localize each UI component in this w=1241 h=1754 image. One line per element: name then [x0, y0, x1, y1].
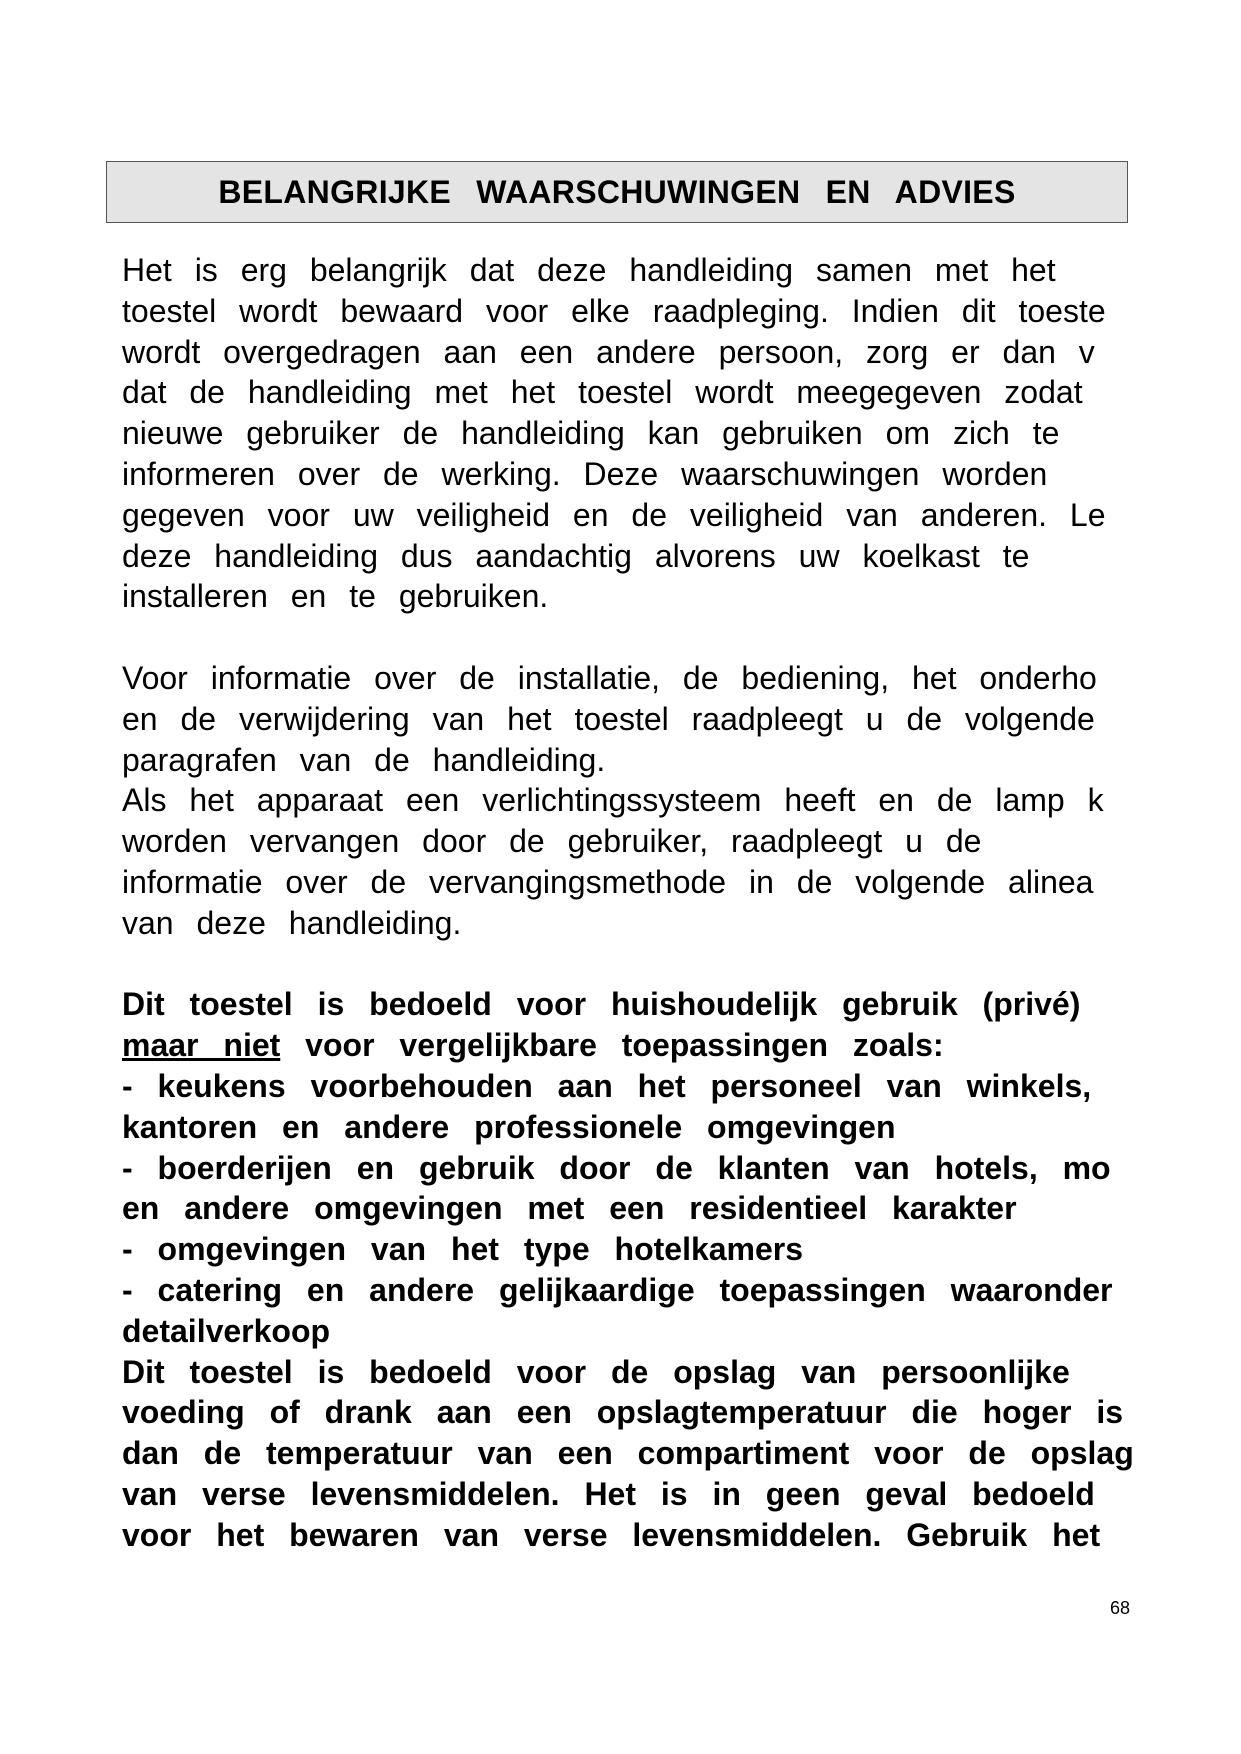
- section-title-box: [106, 161, 1128, 223]
- text-line: en de verwijdering van het toestel raadpleegt u de volgende: [122, 700, 1095, 737]
- text-line-bold: dan de temperatuur van een compartiment voor de opslag: [122, 1435, 1134, 1472]
- text-line-bold: Dit toestel is bedoeld voor huishoudelijk gebruik (privé): [122, 986, 1081, 1023]
- text-line: dat de handleiding met het toestel wordt meegegeven zodat: [122, 374, 1083, 411]
- text-line-bold: voeding of drank aan een opslagtemperatuur die hoger is: [122, 1394, 1124, 1431]
- page-number: 68: [1109, 1598, 1130, 1618]
- list-item-continuation: detailverkoop: [122, 1312, 331, 1349]
- list-item: - boerderijen en gebruik door de klanten van hotels, mo: [122, 1149, 1111, 1186]
- text-line: worden vervangen door de gebruiker, raadpleegt u de: [122, 823, 982, 860]
- text-line: informeren over de werking. Deze waarschuwingen worden: [122, 455, 1048, 492]
- text-line: toestel wordt bewaard voor elke raadpleging. Indien dit toeste: [122, 292, 1106, 329]
- text-line-bold: voor het bewaren van verse levensmiddelen. Gebruik het: [122, 1516, 1101, 1553]
- text-line: gegeven voor uw veiligheid en de veiligheid van anderen. Le: [122, 496, 1106, 533]
- text-line: wordt overgedragen aan een andere persoon, zorg er dan v: [122, 333, 1095, 370]
- text-line: nieuwe gebruiker de handleiding kan gebruiken om zich te: [122, 415, 1060, 452]
- paragraph-usage-warning: [122, 984, 1217, 1555]
- paragraph-gap: [122, 617, 1217, 658]
- body-text: [122, 250, 1217, 1570]
- text-line: informatie over de vervangingsmethode in de volgende alinea: [122, 863, 1094, 900]
- text-line-bold: [122, 1025, 1217, 1066]
- text-line: Voor informatie over de installatie, de bediening, het onderho: [122, 659, 1097, 696]
- text-line: Het is erg belangrijk dat deze handleiding samen met het: [122, 252, 1056, 288]
- text-line-bold: Dit toestel is bedoeld voor de opslag van persoonlijke: [122, 1353, 1070, 1390]
- list-item-continuation: kantoren en andere professionele omgevingen: [122, 1108, 896, 1145]
- underlined-emphasis: maar niet: [122, 1027, 281, 1064]
- list-item: - keukens voorbehouden aan het personeel van winkels,: [122, 1067, 1092, 1104]
- section-title: BELANGRIJKE WAARSCHUWINGEN EN ADVIES: [218, 173, 1016, 210]
- paragraph-info: [122, 658, 1217, 944]
- list-item: - omgevingen van het type hotelkamers: [122, 1231, 804, 1268]
- text-line: installeren en te gebruiken.: [122, 578, 549, 615]
- paragraph-gap: [122, 944, 1217, 985]
- text-line: paragrafen van de handleiding.: [122, 741, 606, 778]
- text-line: Als het apparaat een verlichtingssysteem heeft en de lamp k: [122, 782, 1104, 819]
- text-line: van deze handleiding.: [122, 904, 462, 941]
- list-item: - catering en andere gelijkaardige toepassingen waaronder: [122, 1271, 1113, 1308]
- paragraph-intro: [122, 250, 1217, 617]
- text-line: deze handleiding dus aandachtig alvorens uw koelkast te: [122, 537, 1030, 574]
- text-fragment: voor vergelijkbare toepassingen zoals:: [280, 1027, 944, 1064]
- text-line-bold: van verse levensmiddelen. Het is in geen geval bedoeld: [122, 1475, 1095, 1512]
- list-item-continuation: en andere omgevingen met een residentieel karakter: [122, 1190, 1017, 1227]
